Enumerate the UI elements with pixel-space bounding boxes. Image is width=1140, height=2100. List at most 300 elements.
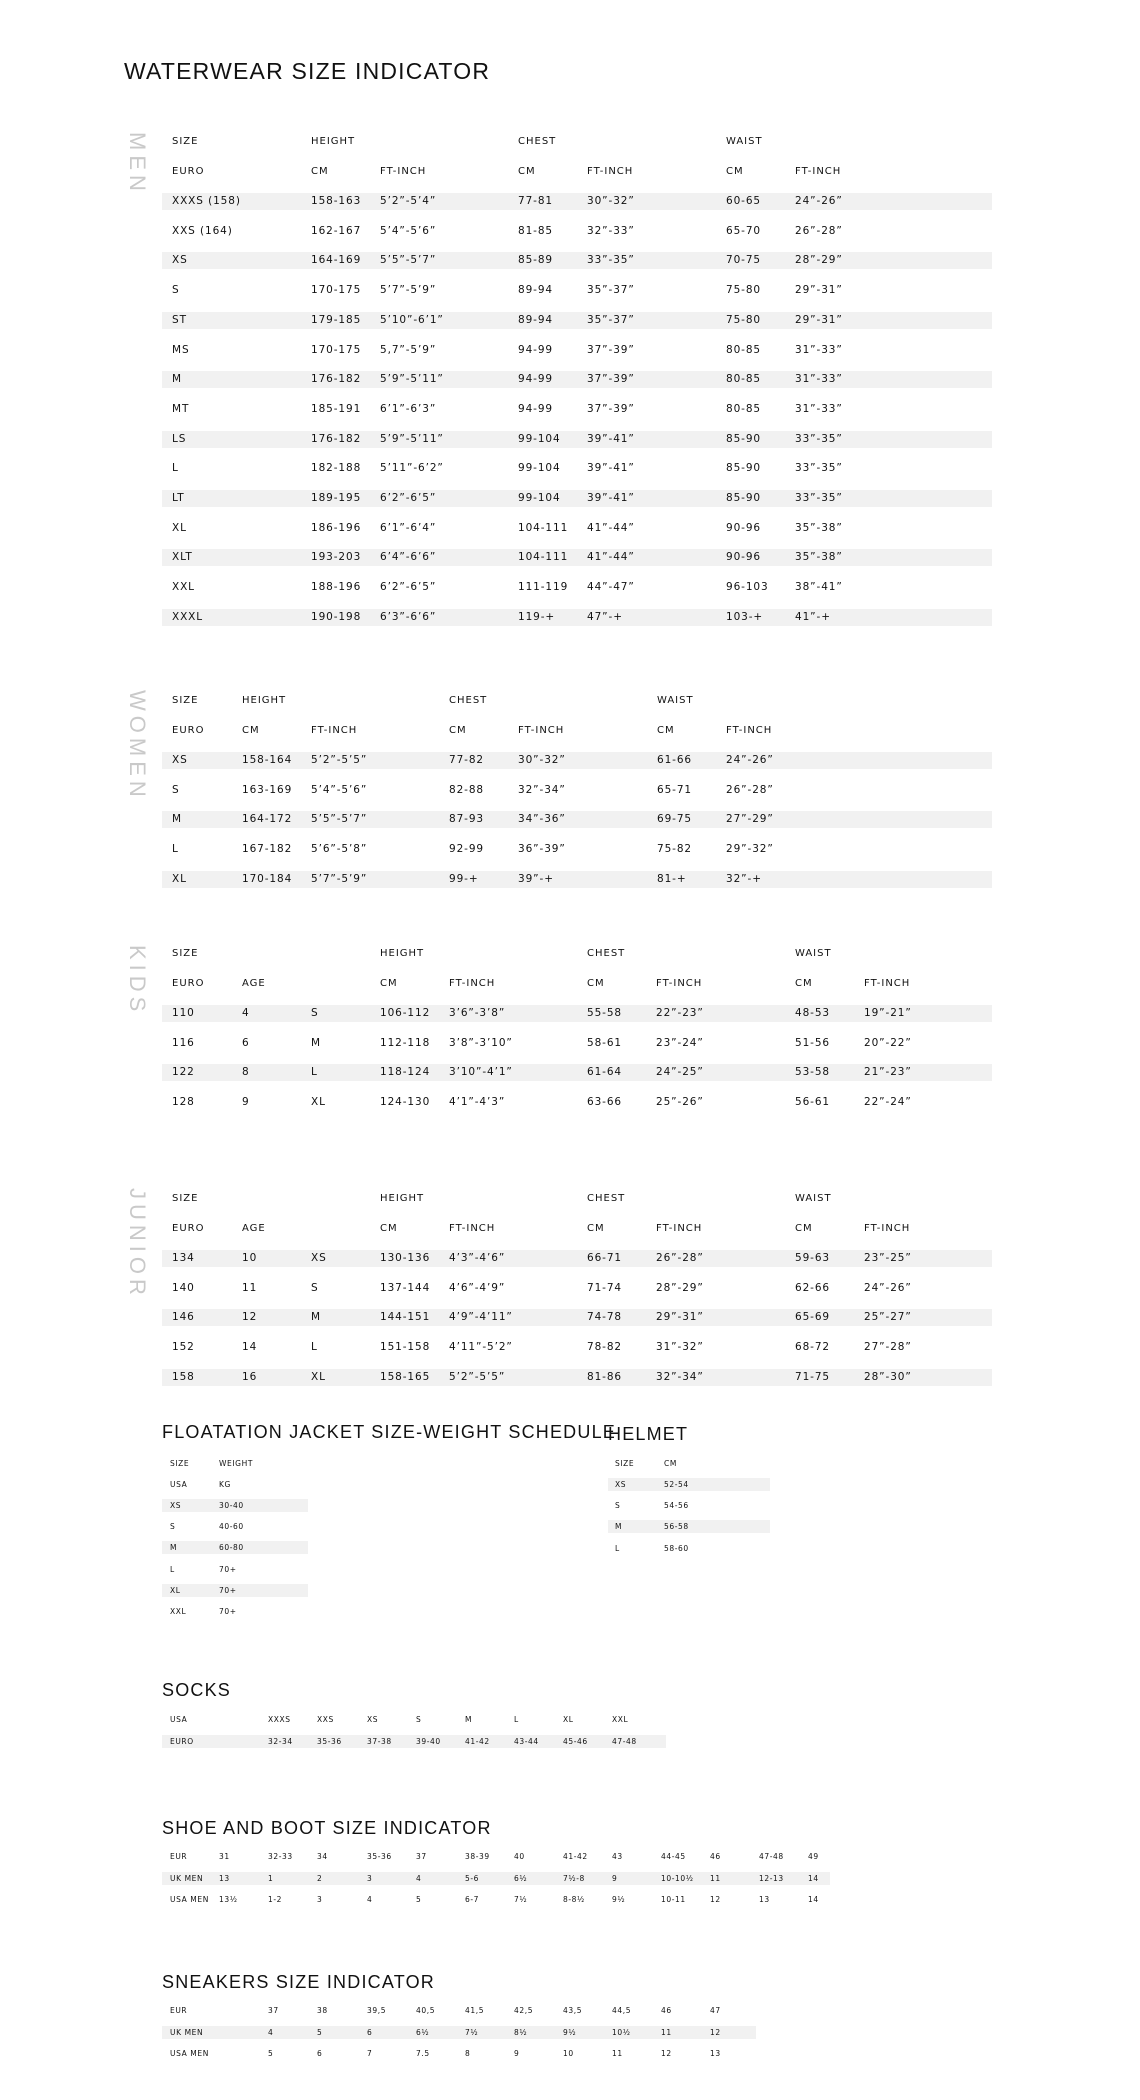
table-cell: 164-172 xyxy=(242,813,293,826)
table-cell: 47 xyxy=(710,2006,721,2015)
table-cell: 6½ xyxy=(416,2027,430,2037)
table-cell: 144-151 xyxy=(380,1311,431,1324)
table-cell: 43 xyxy=(612,1852,623,1861)
table-cell: 49 xyxy=(808,1852,819,1861)
table-cell: 4’11”-5’2” xyxy=(449,1341,513,1354)
table-cell: L xyxy=(311,1341,318,1354)
table-cell: 78-82 xyxy=(587,1341,623,1354)
table-cell: 24”-26” xyxy=(726,754,774,766)
table-cell: XXXS xyxy=(268,1715,291,1724)
table-cell: 9 xyxy=(242,1096,250,1109)
table-cell: ST xyxy=(172,313,187,326)
table-row xyxy=(162,1520,308,1533)
table-cell: 35-36 xyxy=(367,1852,392,1861)
table-cell: 35-36 xyxy=(317,1737,342,1746)
table-cell: 31 xyxy=(219,1852,230,1861)
table-cell: 80-85 xyxy=(726,343,762,356)
table-cell: 77-82 xyxy=(449,754,485,766)
table-cell: 35”-38” xyxy=(795,521,843,534)
table-cell: 24”-26” xyxy=(795,195,843,207)
table-cell: 40,5 xyxy=(416,2006,436,2015)
table-cell: 56-58 xyxy=(664,1522,689,1532)
table-cell: 58-61 xyxy=(587,1036,623,1049)
table-row xyxy=(162,460,992,477)
table-cell: 55-58 xyxy=(587,1007,623,1019)
table-cell: 69-75 xyxy=(657,813,693,826)
table-cell: XL xyxy=(311,1096,326,1109)
men-subheader-row xyxy=(162,163,992,180)
table-cell: 25”-26” xyxy=(656,1096,704,1109)
table-cell: 71-74 xyxy=(587,1281,623,1294)
column-subheader: EURO xyxy=(172,978,205,989)
table-cell: 11 xyxy=(710,1873,721,1883)
table-row xyxy=(608,1499,770,1512)
table-cell: 7½ xyxy=(465,2027,479,2037)
helmet-title: HELMET xyxy=(608,1424,689,1444)
column-subheader: AGE xyxy=(242,1223,266,1234)
helmet-header-row xyxy=(608,1457,770,1470)
table-cell: 85-90 xyxy=(726,432,762,445)
junior-header-row xyxy=(162,1190,992,1207)
table-cell: 3 xyxy=(367,1873,373,1883)
table-cell: 7½ xyxy=(514,1895,528,1904)
table-row xyxy=(162,312,992,329)
table-cell: 106-112 xyxy=(380,1007,431,1019)
column-header: CHEST xyxy=(449,695,488,706)
table-cell: UK MEN xyxy=(170,1873,204,1883)
table-cell: 46 xyxy=(661,2006,672,2015)
kids-subheader-row xyxy=(162,975,992,992)
table-cell: 179-185 xyxy=(311,313,362,326)
table-cell: 124-130 xyxy=(380,1096,431,1109)
table-cell: 158-165 xyxy=(380,1370,431,1383)
table-row xyxy=(162,1850,830,1863)
table-cell: EUR xyxy=(170,1852,188,1861)
table-cell: 28”-29” xyxy=(656,1281,704,1294)
table-cell: 85-90 xyxy=(726,462,762,475)
table-cell: M xyxy=(615,1522,623,1532)
table-cell: 81-+ xyxy=(657,872,687,885)
table-cell: 5’7”-5’9” xyxy=(380,284,437,297)
table-cell: 23”-24” xyxy=(656,1036,704,1049)
table-row xyxy=(162,342,992,359)
table-cell: 41-42 xyxy=(563,1852,588,1861)
table-cell: S xyxy=(172,284,180,297)
table-cell: UK MEN xyxy=(170,2027,204,2037)
table-cell: 137-144 xyxy=(380,1281,431,1294)
table-row xyxy=(162,282,992,299)
table-cell: 60-65 xyxy=(726,195,762,207)
table-cell: 140 xyxy=(172,1281,195,1294)
table-row xyxy=(162,1499,308,1512)
table-cell: 4 xyxy=(416,1873,422,1883)
table-cell: 44,5 xyxy=(612,2006,632,2015)
table-cell: 51-56 xyxy=(795,1036,831,1049)
table-cell: L xyxy=(615,1543,620,1553)
table-cell: 1-2 xyxy=(268,1895,283,1904)
column-subheader: CM xyxy=(449,725,467,736)
table-cell: 3’10”-4’1” xyxy=(449,1066,513,1079)
table-cell: 5 xyxy=(268,2049,274,2058)
table-cell: 128 xyxy=(172,1096,195,1109)
table-cell: 37 xyxy=(268,2006,279,2015)
table-cell: 104-111 xyxy=(518,521,569,534)
table-cell: 32”-34” xyxy=(656,1370,704,1383)
table-cell: XS xyxy=(170,1501,182,1510)
table-cell: 5’2”-5’4” xyxy=(380,195,437,207)
socks-title: SOCKS xyxy=(162,1680,232,1700)
table-cell: XXL xyxy=(612,1715,629,1724)
junior-subheader-row xyxy=(162,1220,992,1237)
table-cell: 30”-32” xyxy=(518,754,566,766)
column-subheader: CM xyxy=(657,725,675,736)
table-cell: 176-182 xyxy=(311,432,362,445)
table-cell: 176-182 xyxy=(311,373,362,386)
table-cell: 134 xyxy=(172,1252,195,1264)
table-cell: LS xyxy=(172,432,187,445)
column-subheader: CM xyxy=(587,978,605,989)
table-row xyxy=(162,1605,308,1618)
table-cell: 111-119 xyxy=(518,581,569,594)
column-subheader: FT-INCH xyxy=(726,725,773,736)
column-header: WAIST xyxy=(657,695,694,706)
table-cell: 9½ xyxy=(563,2027,577,2037)
table-cell: 16 xyxy=(242,1370,258,1383)
table-row xyxy=(162,811,992,828)
column-subheader: FT-INCH xyxy=(864,1223,911,1234)
table-cell: XL xyxy=(172,872,187,885)
table-cell: 60-80 xyxy=(219,1543,244,1553)
table-cell: 5’6”-5’8” xyxy=(311,843,368,856)
table-row xyxy=(162,490,992,507)
table-cell: 170-175 xyxy=(311,343,362,356)
table-cell: 92-99 xyxy=(449,843,485,856)
column-subheader: AGE xyxy=(242,978,266,989)
table-cell: 118-124 xyxy=(380,1066,431,1079)
table-cell: 70-75 xyxy=(726,254,762,267)
table-cell: EURO xyxy=(170,1737,194,1746)
table-cell: L xyxy=(514,1715,519,1724)
table-cell: 31”-33” xyxy=(795,343,843,356)
page-title: WATERWEAR SIZE INDICATOR xyxy=(124,58,491,84)
table-cell: 13 xyxy=(759,1895,770,1904)
table-cell: 5’9”-5’11” xyxy=(380,432,444,445)
table-row xyxy=(608,1542,770,1555)
table-row xyxy=(162,1735,666,1748)
table-row xyxy=(608,1520,770,1533)
table-cell: XXXS (158) xyxy=(172,195,241,207)
table-row xyxy=(162,1035,992,1052)
table-cell: 10 xyxy=(242,1252,258,1264)
table-cell: 5’9”-5’11” xyxy=(380,373,444,386)
table-cell: 5,7”-5’9” xyxy=(380,343,437,356)
column-subheader: CM xyxy=(518,166,536,177)
table-cell: 170-184 xyxy=(242,872,293,885)
table-cell: 185-191 xyxy=(311,402,362,415)
table-cell: 5’4”-5’6” xyxy=(311,783,368,796)
table-cell: 103-+ xyxy=(726,610,764,623)
table-cell: XL xyxy=(172,521,187,534)
table-row xyxy=(162,782,992,799)
column-subheader: EURO xyxy=(172,725,205,736)
table-cell: 26”-28” xyxy=(726,783,774,796)
table-cell: 119-+ xyxy=(518,610,556,623)
table-cell: 37”-39” xyxy=(587,402,635,415)
table-row xyxy=(162,1309,992,1326)
table-cell: USA MEN xyxy=(170,1895,209,1904)
table-cell: 158-164 xyxy=(242,754,293,766)
table-cell: 5-6 xyxy=(465,1873,480,1883)
table-cell: 152 xyxy=(172,1341,195,1354)
table-cell: 37”-39” xyxy=(587,343,635,356)
table-cell: 8 xyxy=(465,2049,471,2058)
table-cell: 4’6”-4’9” xyxy=(449,1281,506,1294)
table-cell: 47-48 xyxy=(612,1737,637,1746)
table-cell: 23”-25” xyxy=(864,1252,912,1264)
table-cell: 40 xyxy=(514,1852,525,1861)
table-cell: 5 xyxy=(416,1895,422,1904)
table-cell: 193-203 xyxy=(311,551,362,564)
table-cell: M xyxy=(172,813,182,826)
table-row xyxy=(162,401,992,418)
table-row xyxy=(162,193,992,210)
table-cell: 37 xyxy=(416,1852,427,1861)
sneakers-title: SNEAKERS SIZE INDICATOR xyxy=(162,1972,435,1992)
table-cell: 104-111 xyxy=(518,551,569,564)
table-cell: XXS (164) xyxy=(172,224,233,237)
table-cell: 1 xyxy=(268,1873,274,1883)
table-cell: 41”-44” xyxy=(587,521,635,534)
table-cell: 47-48 xyxy=(759,1852,784,1861)
table-cell: 39-40 xyxy=(416,1737,441,1746)
table-cell: XL xyxy=(170,1585,181,1595)
column-header: CHEST xyxy=(587,948,626,959)
table-cell: 54-56 xyxy=(664,1501,689,1511)
column-header: SIZE xyxy=(172,695,199,706)
table-cell: 26”-28” xyxy=(795,224,843,237)
table-cell: 34”-36” xyxy=(518,813,566,826)
shoe-title: SHOE AND BOOT SIZE INDICATOR xyxy=(162,1818,492,1838)
table-cell: 44-45 xyxy=(661,1852,686,1861)
table-cell: 99-104 xyxy=(518,492,561,504)
table-cell: 162-167 xyxy=(311,224,362,237)
table-cell: 24”-25” xyxy=(656,1066,704,1079)
column-subheader: FT-INCH xyxy=(518,725,565,736)
table-cell: 29”-32” xyxy=(726,843,774,856)
table-cell: 13 xyxy=(219,1873,230,1883)
column-subheader: CM xyxy=(380,978,398,989)
table-cell: EUR xyxy=(170,2006,188,2015)
column-header: HEIGHT xyxy=(311,136,356,147)
column-header: WAIST xyxy=(795,1193,832,1204)
table-cell: 80-85 xyxy=(726,402,762,415)
column-subheader: FT-INCH xyxy=(311,725,358,736)
table-cell: 56-61 xyxy=(795,1096,831,1109)
table-cell: 4’9”-4’11” xyxy=(449,1311,513,1324)
table-cell: 38 xyxy=(317,2006,328,2015)
women-header-row xyxy=(162,692,992,709)
table-cell: 99-+ xyxy=(449,872,479,885)
column-header: HEIGHT xyxy=(380,1193,425,1204)
table-cell: 37-38 xyxy=(367,1737,392,1746)
table-cell: 10-11 xyxy=(661,1895,686,1904)
table-cell: 81-86 xyxy=(587,1370,623,1383)
table-cell: 6’1”-6’4” xyxy=(380,521,437,534)
table-cell: 5 xyxy=(317,2027,323,2037)
table-cell: 13 xyxy=(710,2049,721,2058)
table-cell: 6½ xyxy=(514,1873,528,1883)
table-row xyxy=(162,223,992,240)
column-header: HEIGHT xyxy=(242,695,287,706)
column-subheader: CM xyxy=(726,166,744,177)
table-cell: MT xyxy=(172,402,190,415)
table-cell: 20”-22” xyxy=(864,1036,912,1049)
table-cell: 89-94 xyxy=(518,284,554,297)
column-header: SIZE xyxy=(170,1459,190,1468)
table-cell: 4 xyxy=(367,1895,373,1904)
table-cell: 2 xyxy=(317,1873,323,1883)
table-cell: 94-99 xyxy=(518,373,554,386)
table-cell: 7½-8 xyxy=(563,1873,585,1883)
table-cell: 4’3”-4’6” xyxy=(449,1252,506,1264)
table-cell: 14 xyxy=(242,1341,258,1354)
table-cell: M xyxy=(172,373,182,386)
table-cell: 6’4”-6’6” xyxy=(380,551,437,564)
table-cell: 5’7”-5’9” xyxy=(311,872,368,885)
table-cell: XS xyxy=(172,254,188,267)
table-cell: USA xyxy=(170,1715,188,1724)
table-row xyxy=(162,2047,756,2060)
table-cell: 70+ xyxy=(219,1607,237,1616)
table-cell: 24”-26” xyxy=(864,1281,912,1294)
table-cell: L xyxy=(172,843,179,856)
table-cell: 62-66 xyxy=(795,1281,831,1294)
table-cell: XXS xyxy=(317,1715,334,1724)
table-cell: 5’5”-5’7” xyxy=(311,813,368,826)
table-cell: 5’2”-5’5” xyxy=(449,1370,506,1383)
column-subheader: CM xyxy=(380,1223,398,1234)
table-cell: 158-163 xyxy=(311,195,362,207)
table-cell: 5’11”-6’2” xyxy=(380,462,444,475)
table-cell: XXXL xyxy=(172,610,204,623)
table-cell: USA MEN xyxy=(170,2049,209,2058)
table-cell: 70+ xyxy=(219,1585,237,1595)
table-cell: 9 xyxy=(514,2049,520,2058)
table-cell: XS xyxy=(367,1715,379,1724)
table-row xyxy=(162,1280,992,1297)
section-label-kids: KIDS xyxy=(125,945,150,1017)
table-cell: 31”-32” xyxy=(656,1341,704,1354)
table-cell: 19”-21” xyxy=(864,1007,912,1019)
table-cell: 7.5 xyxy=(416,2049,430,2058)
table-row xyxy=(162,871,992,888)
column-subheader: FT-INCH xyxy=(587,166,634,177)
table-cell: 8 xyxy=(242,1066,250,1079)
table-row xyxy=(162,371,992,388)
table-cell: 85-90 xyxy=(726,492,762,504)
table-cell: 36”-39” xyxy=(518,843,566,856)
table-cell: S xyxy=(311,1007,319,1019)
table-row xyxy=(162,1250,992,1267)
table-cell: 11 xyxy=(612,2049,623,2058)
table-row xyxy=(162,2026,756,2039)
table-cell: 7 xyxy=(367,2049,373,2058)
table-cell: 29”-31” xyxy=(656,1311,704,1324)
table-cell: 13½ xyxy=(219,1895,238,1904)
table-cell: 6’2”-6’5” xyxy=(380,492,437,504)
table-row xyxy=(162,1005,992,1022)
table-cell: 42,5 xyxy=(514,2006,534,2015)
table-cell: 90-96 xyxy=(726,521,762,534)
table-cell: S xyxy=(170,1522,176,1532)
table-cell: 6’3”-6’6” xyxy=(380,610,437,623)
table-cell: XL xyxy=(563,1715,574,1724)
table-cell: S xyxy=(416,1715,422,1724)
column-header: WAIST xyxy=(726,136,763,147)
table-cell: 12 xyxy=(242,1311,258,1324)
table-cell: 31”-33” xyxy=(795,402,843,415)
table-cell: 99-104 xyxy=(518,432,561,445)
table-row xyxy=(162,1563,308,1576)
table-cell: 35”-37” xyxy=(587,313,635,326)
table-cell: 65-70 xyxy=(726,224,762,237)
column-header: SIZE xyxy=(615,1459,635,1468)
column-subheader: CM xyxy=(795,1223,813,1234)
table-cell: 25”-27” xyxy=(864,1311,912,1324)
table-cell: 27”-28” xyxy=(864,1341,912,1354)
column-subheader: EURO xyxy=(172,1223,205,1234)
column-subheader: FT-INCH xyxy=(449,1223,496,1234)
column-subheader: EURO xyxy=(172,166,205,177)
table-cell: 75-80 xyxy=(726,313,762,326)
table-cell: 6 xyxy=(367,2027,373,2037)
table-cell: 33”-35” xyxy=(587,254,635,267)
table-cell: 10 xyxy=(563,2049,574,2058)
column-header: CHEST xyxy=(518,136,557,147)
table-cell: 75-80 xyxy=(726,284,762,297)
table-cell: 30-40 xyxy=(219,1501,244,1510)
table-cell: MS xyxy=(172,343,190,356)
column-subheader: CM xyxy=(311,166,329,177)
table-cell: 32”-34” xyxy=(518,783,566,796)
table-row xyxy=(162,1893,830,1906)
table-cell: 32”-+ xyxy=(726,872,762,885)
table-cell: 8½ xyxy=(514,2027,528,2037)
table-cell: 12 xyxy=(661,2049,672,2058)
table-cell: 189-195 xyxy=(311,492,362,504)
table-row xyxy=(162,1872,830,1885)
table-cell: XS xyxy=(615,1480,627,1489)
table-cell: 6’1”-6’3” xyxy=(380,402,437,415)
table-cell: 14 xyxy=(808,1895,819,1904)
table-cell: 85-89 xyxy=(518,254,554,267)
table-cell: XS xyxy=(172,754,188,766)
column-header: CM xyxy=(664,1459,677,1468)
table-cell: 190-198 xyxy=(311,610,362,623)
section-label-women: WOMEN xyxy=(125,690,150,802)
table-cell: 81-85 xyxy=(518,224,554,237)
women-subheader-row xyxy=(162,722,992,739)
table-cell: 37”-39” xyxy=(587,373,635,386)
table-cell: 39”-41” xyxy=(587,432,635,445)
table-cell: L xyxy=(172,462,179,475)
column-subheader: USA xyxy=(170,1480,188,1489)
table-row xyxy=(162,1339,992,1356)
table-cell: 33”-35” xyxy=(795,432,843,445)
table-row xyxy=(608,1478,770,1491)
table-cell: 163-169 xyxy=(242,783,293,796)
table-row xyxy=(162,1541,308,1554)
